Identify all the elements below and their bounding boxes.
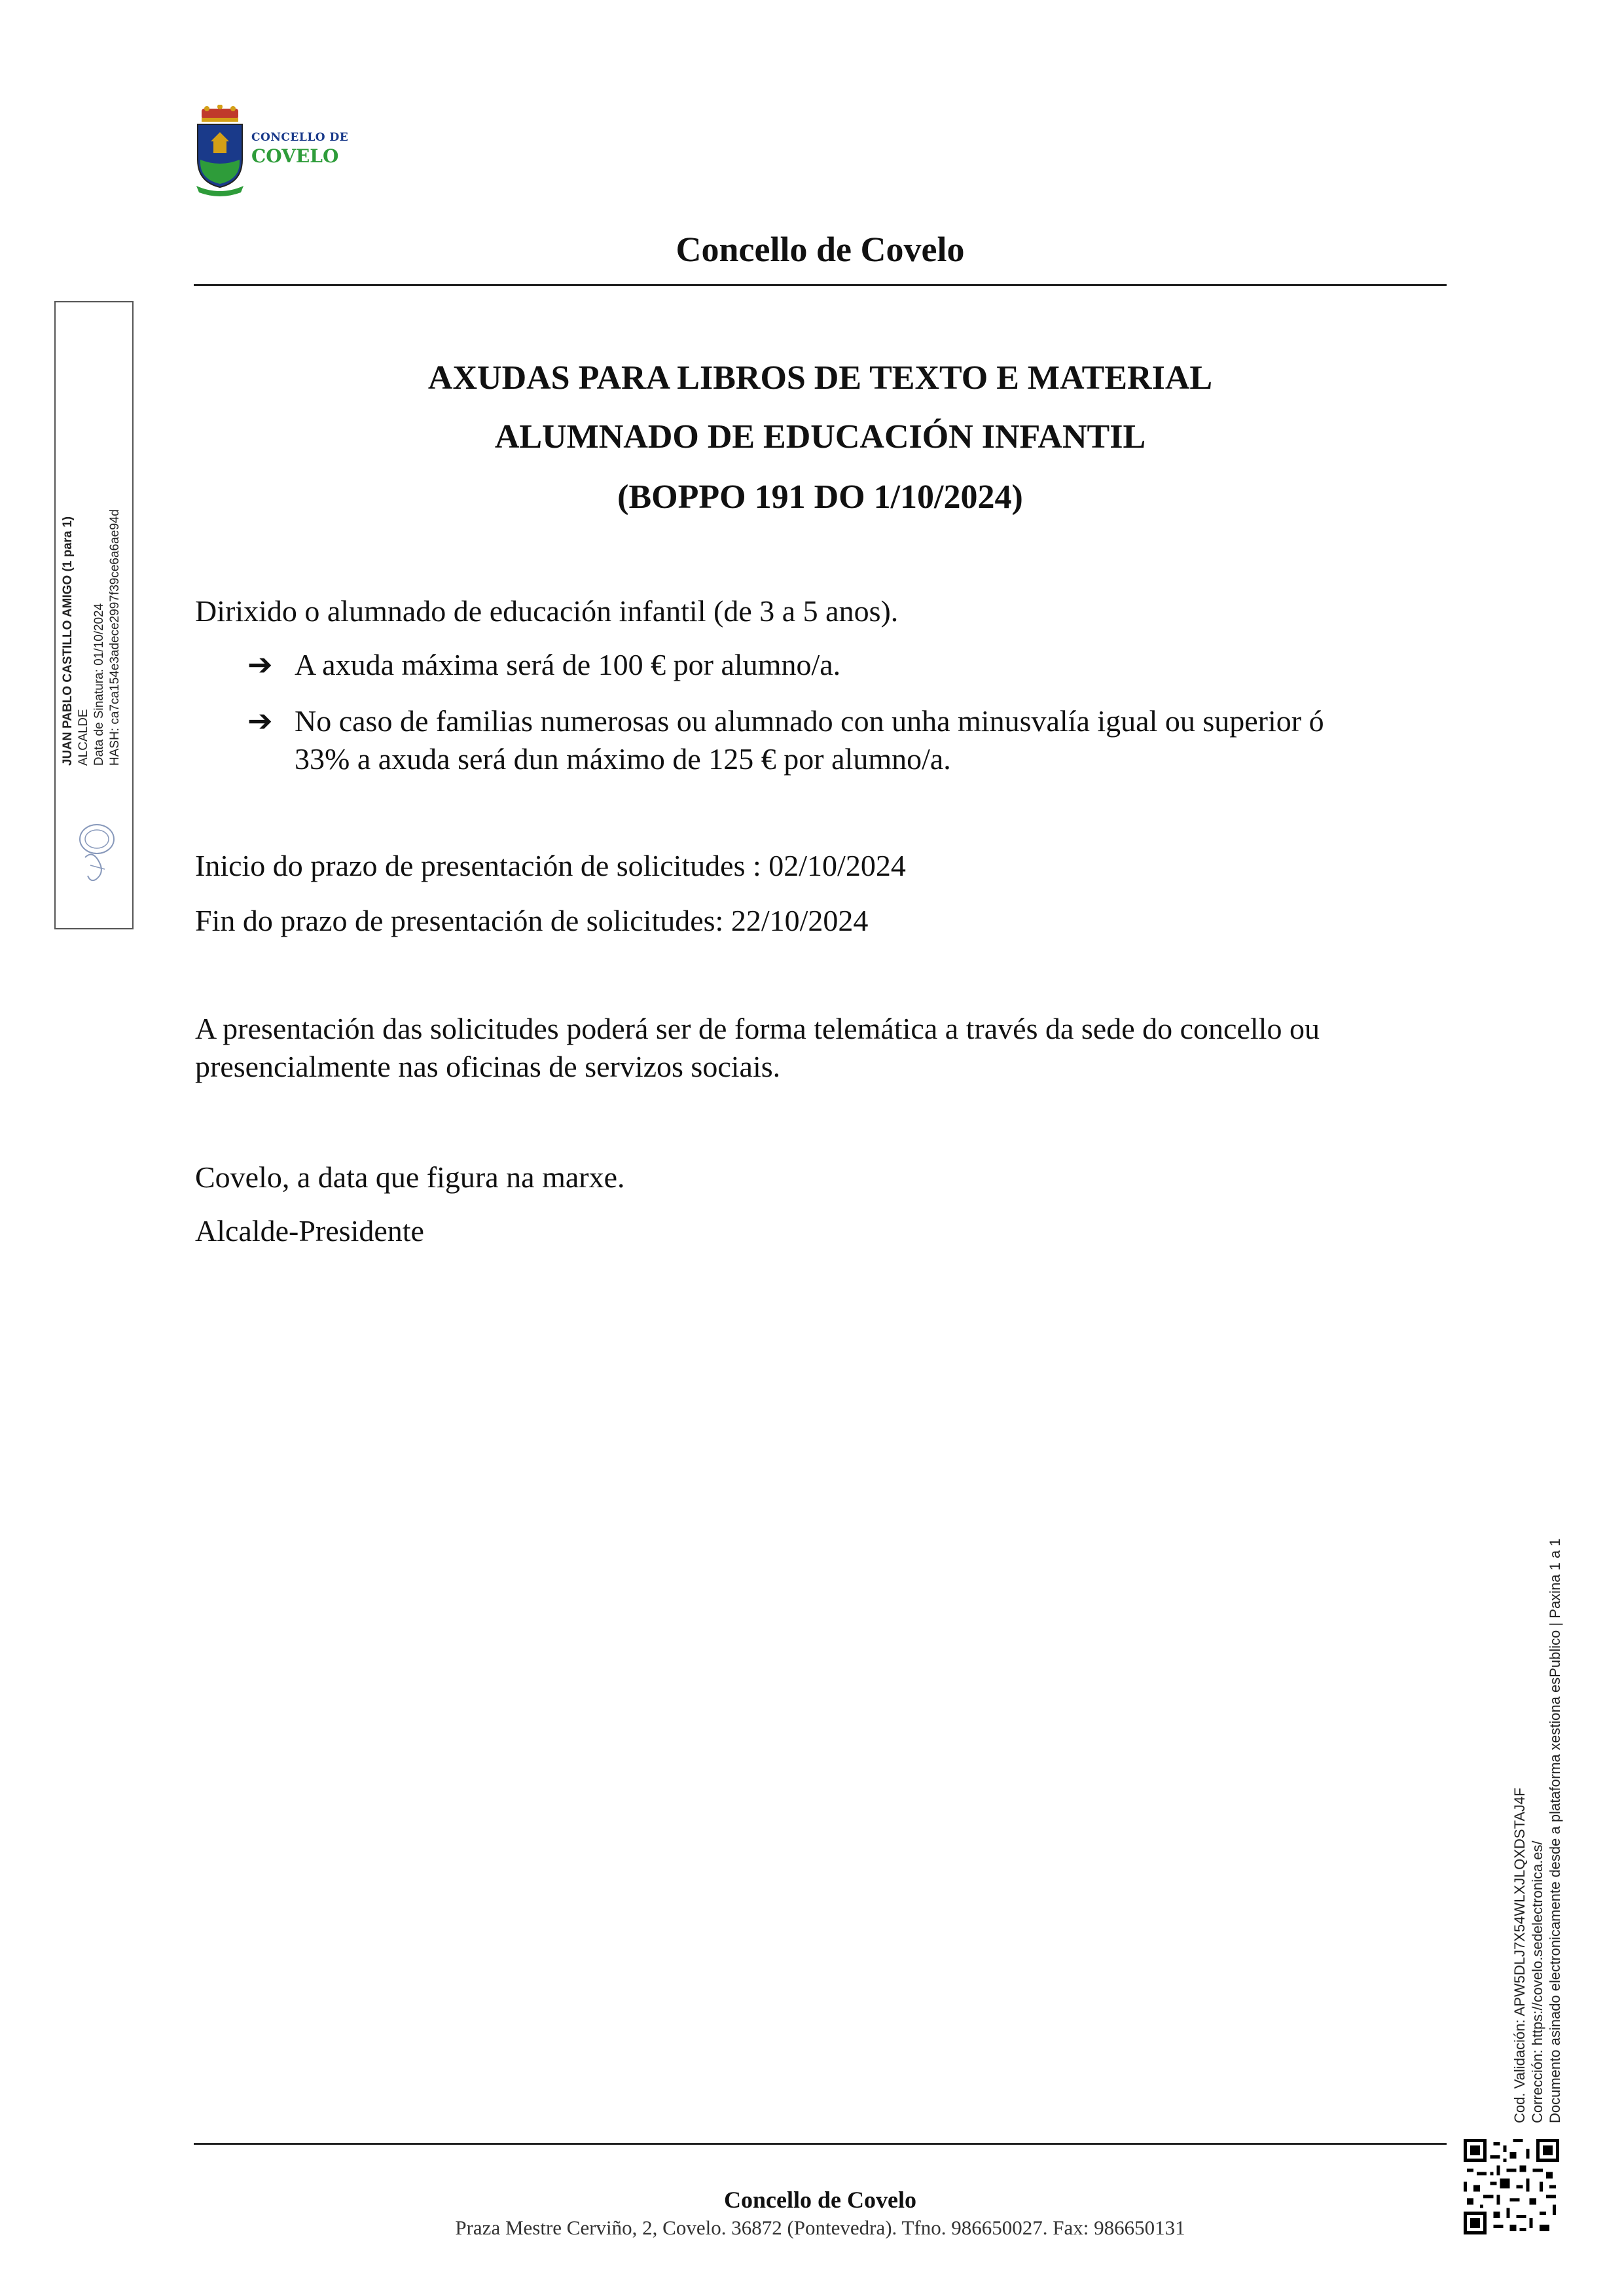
bullet-item-max-aid: A axuda máxima será de 100 € por alumno/a.: [295, 648, 841, 681]
signer-title: Alcalde-Presidente: [195, 1214, 424, 1247]
validation-note: Documento asinado electronicamente desde a plataforma xestiona esPublico | Paxina 1 a 1: [1547, 1538, 1563, 2123]
footer-address: Praza Mestre Cerviño, 2, Covelo. 36872 (Pontevedra). Tfno. 986650027. Fax: 986650131: [455, 2216, 1185, 2239]
arrow-right-icon: ➔: [247, 704, 273, 738]
signature-hash: HASH: ca7ca154e3adece2997f39ce6a6ae94d: [108, 509, 122, 766]
validation-details: [1511, 1538, 1564, 2123]
presentation-paragraph-line2: presencialmente nas oficinas de servizos sociais.: [195, 1050, 781, 1083]
closing-line: Covelo, a data que figura na marxe.: [195, 1160, 625, 1194]
official-seal-icon: [71, 817, 123, 889]
footer-divider: [194, 2143, 1447, 2145]
document-title-line2: ALUMNADO DE EDUCACIÓN INFANTIL: [494, 418, 1146, 456]
qr-code-icon: [1464, 2139, 1559, 2234]
validation-url: Corrección: https://covelo.sedelectronica.es/: [1529, 1840, 1545, 2123]
signature-date: Data de Sinatura: 01/10/2024: [92, 603, 106, 766]
validation-code: Cod. Validación: APW5DLJ7X54WLXJLQXDSTAJ4F: [1511, 1787, 1528, 2123]
application-end-date: Fin do prazo de presentación de solicitudes: 22/10/2024: [195, 904, 869, 937]
logo-text-line2: COVELO: [251, 145, 339, 167]
bullet-item-large-families-line2: 33% a axuda será dun máximo de 125 € por alumno/a.: [295, 742, 951, 776]
footer-title: Concello de Covelo: [724, 2187, 916, 2213]
page-header-title: Concello de Covelo: [676, 230, 965, 269]
bullet-item-large-families-line1: No caso de familias numerosas ou alumnado con unha minusvalía igual ou superior ó: [295, 704, 1324, 738]
presentation-paragraph-line1: A presentación das solicitudes poderá ser de forma telemática a través da sede do concello ou: [195, 1012, 1320, 1045]
document-title-line3: (BOPPO 191 DO 1/10/2024): [617, 478, 1023, 516]
intro-paragraph: Dirixido o alumnado de educación infantil (de 3 a 5 anos).: [195, 594, 899, 628]
logo-text-line1: CONCELLO DE: [251, 131, 349, 144]
signer-role: ALCALDE: [77, 709, 90, 766]
document-title-line1: AXUDAS PARA LIBROS DE TEXTO E MATERIAL: [427, 359, 1213, 397]
arrow-right-icon: ➔: [247, 648, 273, 681]
signature-details: [60, 491, 123, 766]
application-start-date: Inicio do prazo de presentación de solicitudes : 02/10/2024: [195, 849, 906, 882]
header-divider: [194, 284, 1447, 286]
signer-name: JUAN PABLO CASTILLO AMIGO (1 para 1): [61, 516, 75, 766]
